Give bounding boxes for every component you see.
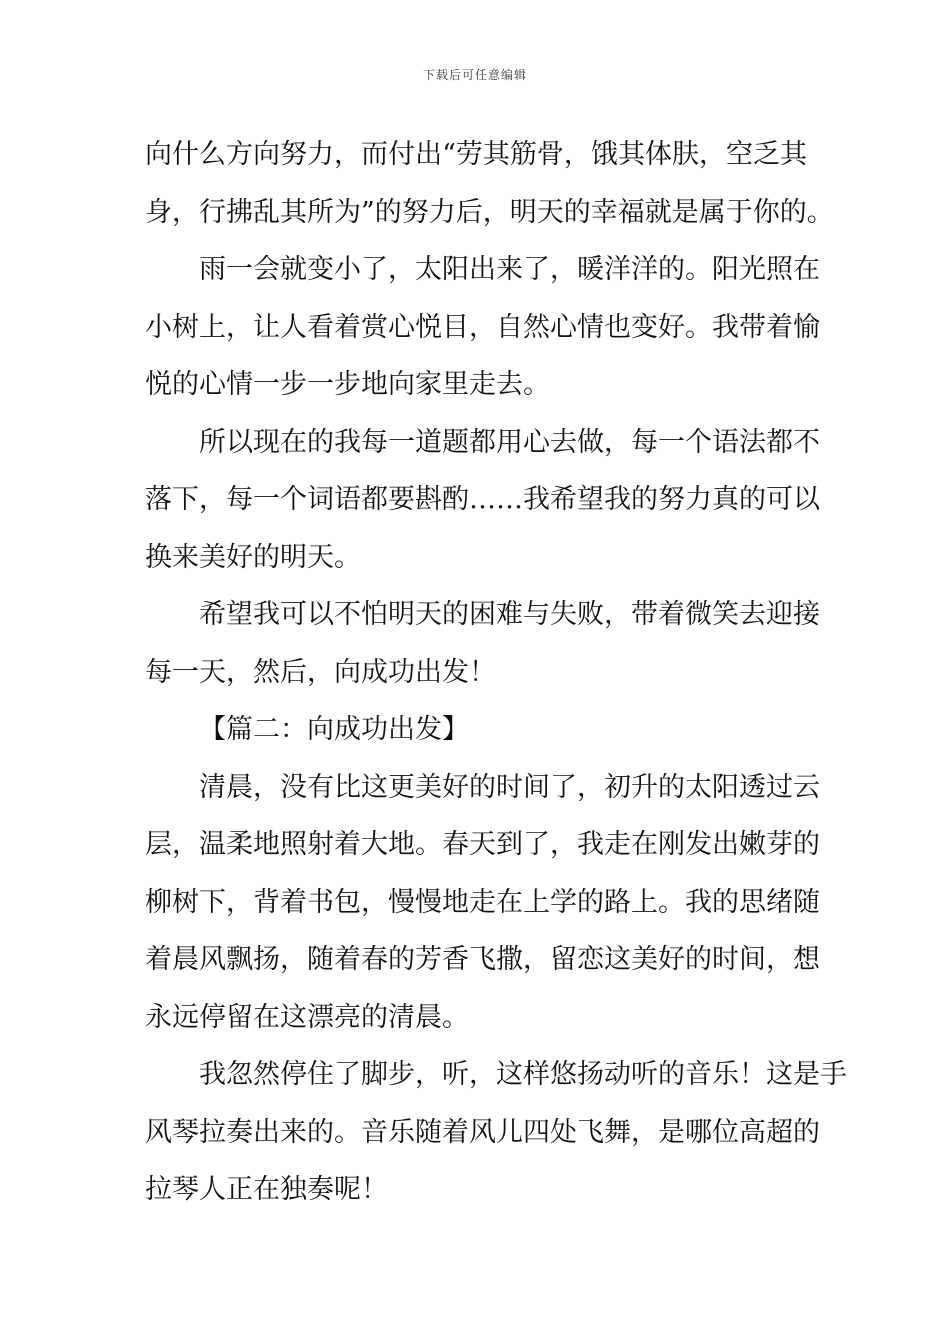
text-line: 所以现在的我每一道题都用心去做，每一个语法都不 [199, 426, 820, 458]
text-line: 希望我可以不怕明天的困难与失败，带着微笑去迎接 [199, 599, 820, 630]
text-line: 落下，每一个词语都要斟酌……我希望我的努力真的可以 [145, 484, 820, 515]
text-line: 身，行拂乱其所为”的努力后，明天的幸福就是属于你的。 [145, 196, 834, 228]
text-line: 向什么方向努力，而付出“劳其筋骨，饿其体肤，空乏其 [145, 139, 807, 170]
text-line: 【篇二：向成功出发】 [199, 714, 469, 745]
text-line: 风琴拉奏出来的。音乐随着风儿四处飞舞，是哪位高超的 [145, 1116, 820, 1148]
page-header: 下载后可任意编辑 [422, 68, 527, 82]
text-line: 每一天，然后，向成功出发！ [145, 656, 496, 688]
text-line: 层，温柔地照射着大地。春天到了，我走在刚发出嫩芽的 [145, 829, 820, 860]
body-text [145, 126, 847, 1219]
text-line: 拉琴人正在独奏呢！ [145, 1174, 388, 1205]
text-line: 我忽然停住了脚步，听，这样悠扬动听的音乐！这是手 [199, 1059, 847, 1090]
text-line: 着晨风飘扬，随着春的芳香飞撒，留恋这美好的时间，想 [145, 944, 820, 975]
text-line: 雨一会就变小了，太阳出来了，暖洋洋的。阳光照在 [199, 254, 820, 285]
text-line: 永远停留在这漂亮的清晨。 [145, 1001, 469, 1033]
text-line: 悦的心情一步一步地向家里走去。 [145, 369, 550, 400]
text-line: 小树上，让人看着赏心悦目，自然心情也变好。我带着愉 [145, 311, 820, 343]
text-line: 清晨，没有比这更美好的时间了，初升的太阳透过云 [199, 771, 820, 803]
text-line: 柳树下，背着书包，慢慢地走在上学的路上。我的思绪随 [145, 886, 820, 918]
text-line: 换来美好的明天。 [145, 541, 361, 573]
